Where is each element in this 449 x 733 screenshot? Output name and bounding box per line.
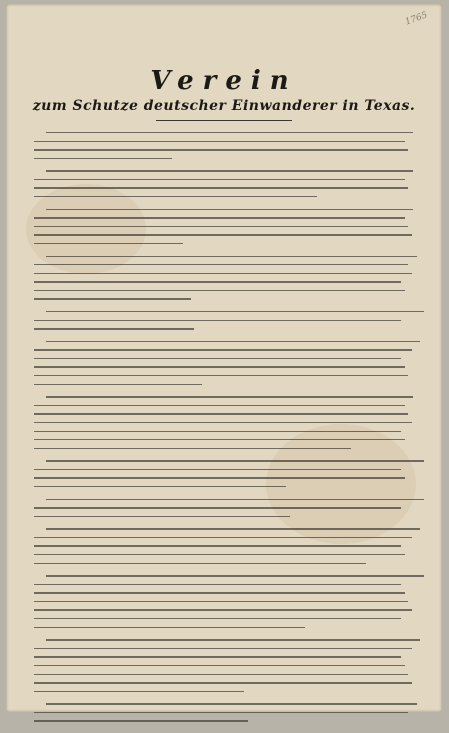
text-line: [46, 639, 420, 640]
body-text-block: [34, 132, 416, 733]
text-line: [34, 601, 408, 602]
text-line: [34, 366, 405, 367]
text-line: [34, 384, 202, 385]
text-line: [34, 656, 401, 657]
text-line: [46, 396, 413, 397]
text-line: [34, 674, 408, 675]
text-line: [34, 431, 401, 432]
text-line: [46, 575, 424, 576]
text-line: [34, 281, 401, 282]
title-rule: [156, 120, 292, 121]
text-line: [46, 132, 413, 133]
text-line: [34, 273, 412, 274]
text-line: [46, 460, 424, 461]
text-line: [34, 592, 405, 593]
text-line: [34, 469, 401, 470]
text-line: [34, 187, 408, 188]
text-line: [34, 507, 401, 508]
text-line: [46, 341, 420, 342]
document-page: [6, 4, 442, 712]
text-line: [34, 217, 405, 218]
text-line: [34, 226, 408, 227]
text-line: [34, 439, 405, 440]
text-line: [34, 234, 412, 235]
text-line: [34, 516, 290, 517]
text-line: [34, 413, 408, 414]
text-line: [34, 149, 408, 150]
text-line: [34, 264, 408, 265]
text-line: [46, 311, 424, 312]
text-line: [34, 691, 244, 692]
text-line: [34, 375, 408, 376]
text-line: [34, 477, 405, 478]
text-line: [34, 349, 412, 350]
text-line: [34, 682, 412, 683]
text-line: [34, 422, 412, 423]
text-line: [34, 665, 405, 666]
text-line: [46, 256, 417, 257]
text-line: [34, 358, 401, 359]
text-line: [34, 328, 194, 329]
text-line: [34, 618, 401, 619]
text-line: [34, 609, 412, 610]
text-line: [34, 627, 305, 628]
text-line: [34, 320, 401, 321]
text-line: [34, 720, 248, 721]
text-line: [34, 448, 351, 449]
text-line: [34, 486, 286, 487]
text-line: [34, 545, 401, 546]
document-title: Verein: [150, 66, 298, 96]
text-line: [34, 290, 405, 291]
document-subtitle: zum Schutze deutscher Einwanderer in Texas.: [32, 98, 416, 114]
text-line: [46, 703, 417, 704]
text-line: [34, 298, 191, 299]
text-line: [34, 648, 412, 649]
text-line: [46, 528, 420, 529]
text-line: [34, 554, 405, 555]
text-line: [34, 158, 172, 159]
text-line: [46, 170, 413, 171]
text-line: [34, 712, 408, 713]
margin-note: 1765: [404, 10, 430, 28]
text-line: [34, 243, 183, 244]
text-line: [34, 196, 317, 197]
text-line: [34, 537, 412, 538]
text-line: [34, 405, 405, 406]
text-line: [46, 499, 424, 500]
text-line: [34, 584, 401, 585]
text-line: [34, 563, 366, 564]
paragraph-gap: [34, 729, 416, 733]
text-line: [34, 141, 405, 142]
text-line: [34, 179, 405, 180]
text-line: [46, 209, 413, 210]
